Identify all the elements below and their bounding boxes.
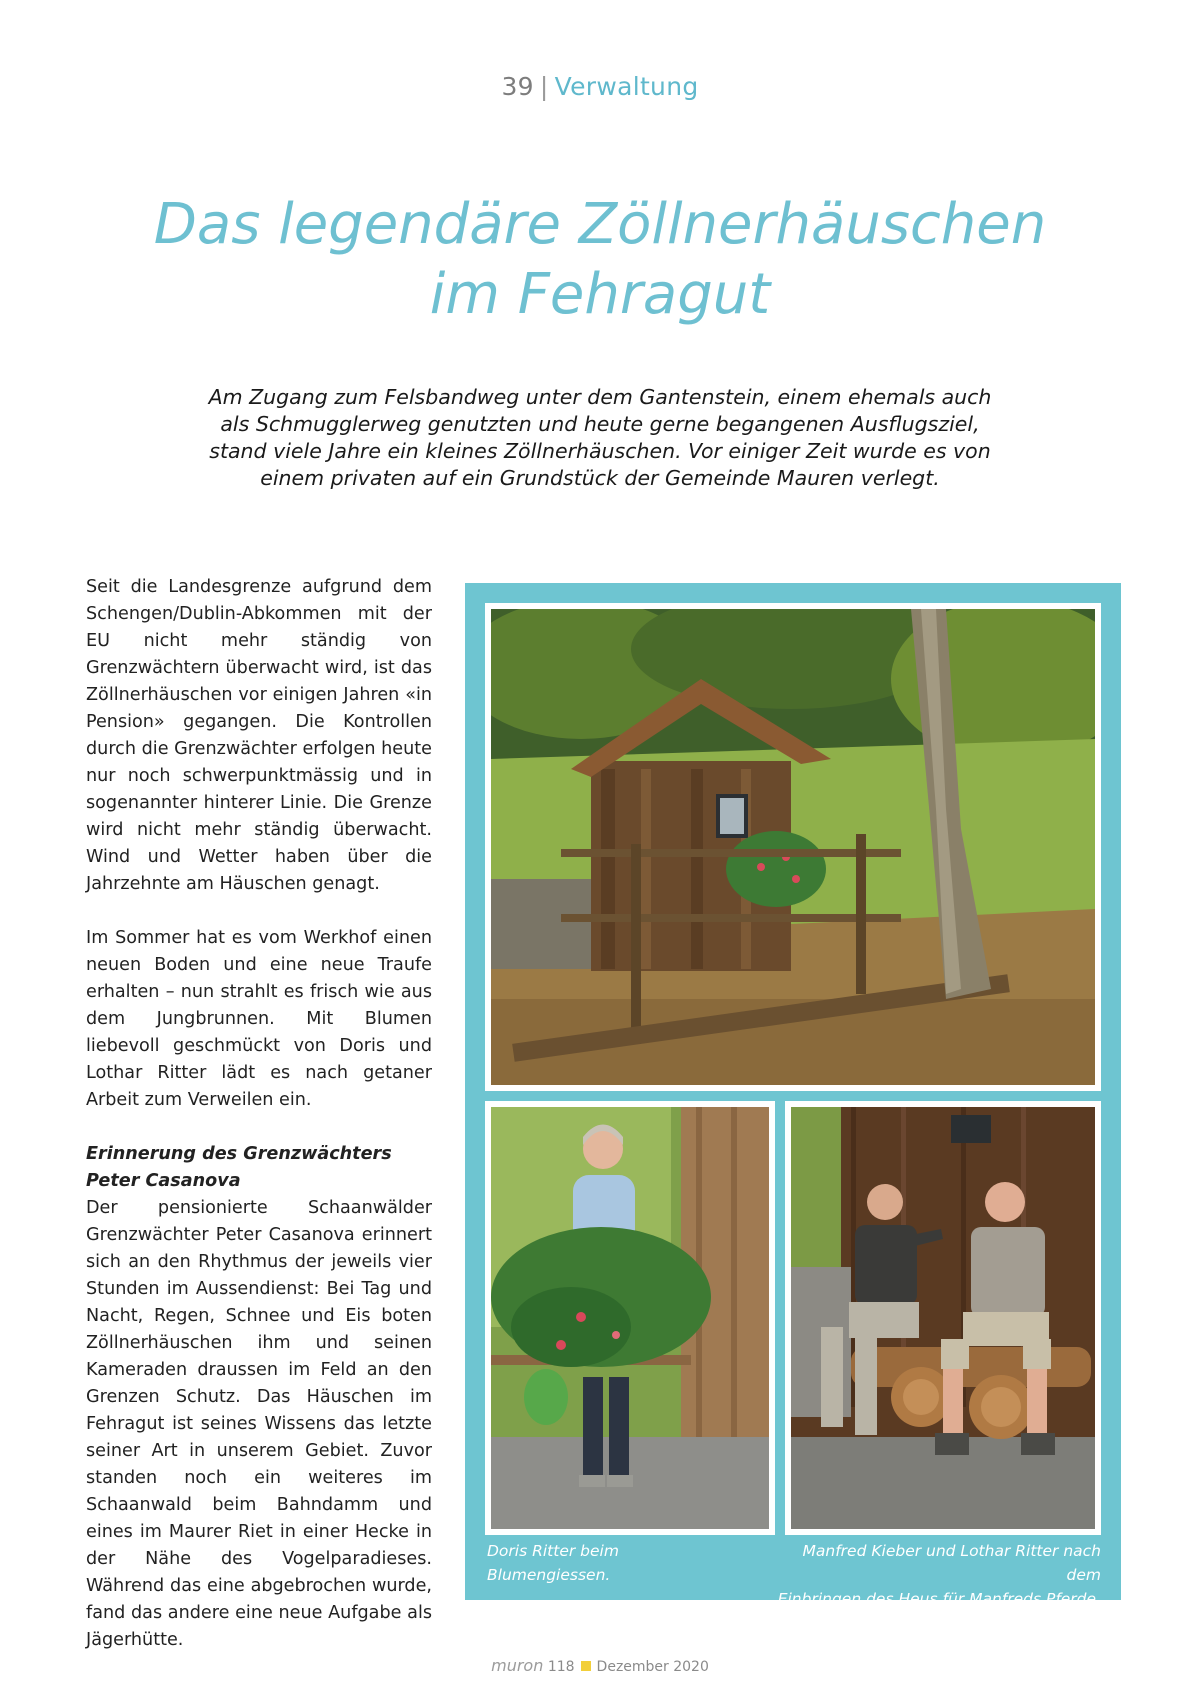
subheading: Erinnerung des Grenzwächters Peter Casanova bbox=[86, 1144, 392, 1191]
footer-brand: muron bbox=[491, 1656, 544, 1675]
page-header bbox=[0, 72, 1200, 101]
photo-kieber-ritter bbox=[785, 1101, 1101, 1535]
kieber-ritter-image bbox=[791, 1107, 1095, 1529]
caption-doris-ritter bbox=[487, 1539, 727, 1587]
page-footer bbox=[0, 1656, 1200, 1675]
body-paragraph-2: Im Sommer hat es vom Werkhof einen neuen Boden und eine neue Traufe erhalten – nun strahlt es frisch wie aus dem Jungbrunnen. Mit Blumen liebevoll geschmückt von Doris und Lothar Ritter lädt es nach getaner Arbeit zum Verweilen ein. bbox=[86, 928, 432, 1110]
lead-line: Am Zugang zum Felsbandweg unter dem Gantenstein, einem ehemals auch bbox=[208, 385, 992, 409]
lead-line: stand viele Jahre ein kleines Zöllnerhäuschen. Vor einiger Zeit wurde es von bbox=[209, 439, 991, 463]
title-line-2: im Fehragut bbox=[429, 262, 771, 327]
photo-panel bbox=[465, 583, 1121, 1608]
header-separator: | bbox=[539, 72, 549, 101]
footer-square-icon bbox=[581, 1661, 591, 1671]
section-label: Verwaltung bbox=[554, 72, 699, 101]
caption-line: Doris Ritter beim bbox=[487, 1542, 619, 1560]
lead-line: einem privaten auf ein Grundstück der Gemeinde Mauren verlegt. bbox=[260, 466, 940, 490]
caption-kieber-ritter bbox=[765, 1539, 1101, 1611]
lead-line: als Schmugglerweg genutzten und heute gerne begangenen Ausflugsziel, bbox=[220, 412, 980, 436]
caption-line: Einbringen des Heus für Manfreds Pferde. bbox=[777, 1590, 1101, 1608]
footer-issue: 118 bbox=[547, 1659, 575, 1675]
page-number: 39 bbox=[501, 72, 534, 101]
body-paragraph-1: Seit die Landesgrenze aufgrund dem Schengen/Dublin-Abkommen mit der EU nicht mehr ständig von Grenzwächtern überwacht wird, ist das Zöllnerhäuschen vor einigen Jahren «in Pension» gegangen. Die Kontrollen durch die Grenzwächter erfolgen heute nur noch schwerpunktmässig und in sogenannter hinterer Linie. Die Grenze wird nicht mehr ständig überwacht. Wind und Wetter haben über die Jahrzehnte am Häuschen genagt. bbox=[86, 577, 432, 894]
title-line-1: Das legendäre Zöllnerhäuschen bbox=[153, 192, 1047, 257]
footer-date: Dezember 2020 bbox=[596, 1659, 709, 1675]
body-paragraph-3: Der pensionierte Schaanwälder Grenzwächter Peter Casanova erinnert sich an den Rhythmus der jeweils vier Stunden im Aussendienst: Bei Tag und Nacht, Regen, Schnee und Eis boten Zöllnerhäuschen ihm und seinen Kameraden draussen im Feld an den Grenzen Schutz. Das Häuschen im Fehragut ist seines Wissens das letzte seiner Art in unserem Gebiet. Zuvor standen noch ein weiteres im Schaanwald beim Bahndamm und eines im Maurer Riet in einer Hecke in der Nähe des Vogelparadieses. Während das eine abgebrochen wurde, fand das andere eine neue Aufgabe als Jägerhütte. bbox=[86, 1198, 432, 1650]
article-title bbox=[100, 190, 1100, 330]
caption-line: Manfred Kieber und Lothar Ritter nach dem bbox=[802, 1542, 1101, 1584]
doris-ritter-image bbox=[491, 1107, 769, 1529]
photo-customs-hut bbox=[485, 603, 1101, 1091]
photo-doris-ritter bbox=[485, 1101, 775, 1535]
customs-hut-image bbox=[491, 609, 1095, 1085]
body-column bbox=[86, 574, 432, 1654]
lead-paragraph bbox=[180, 384, 1020, 492]
caption-line: Blumengiessen. bbox=[487, 1566, 611, 1584]
